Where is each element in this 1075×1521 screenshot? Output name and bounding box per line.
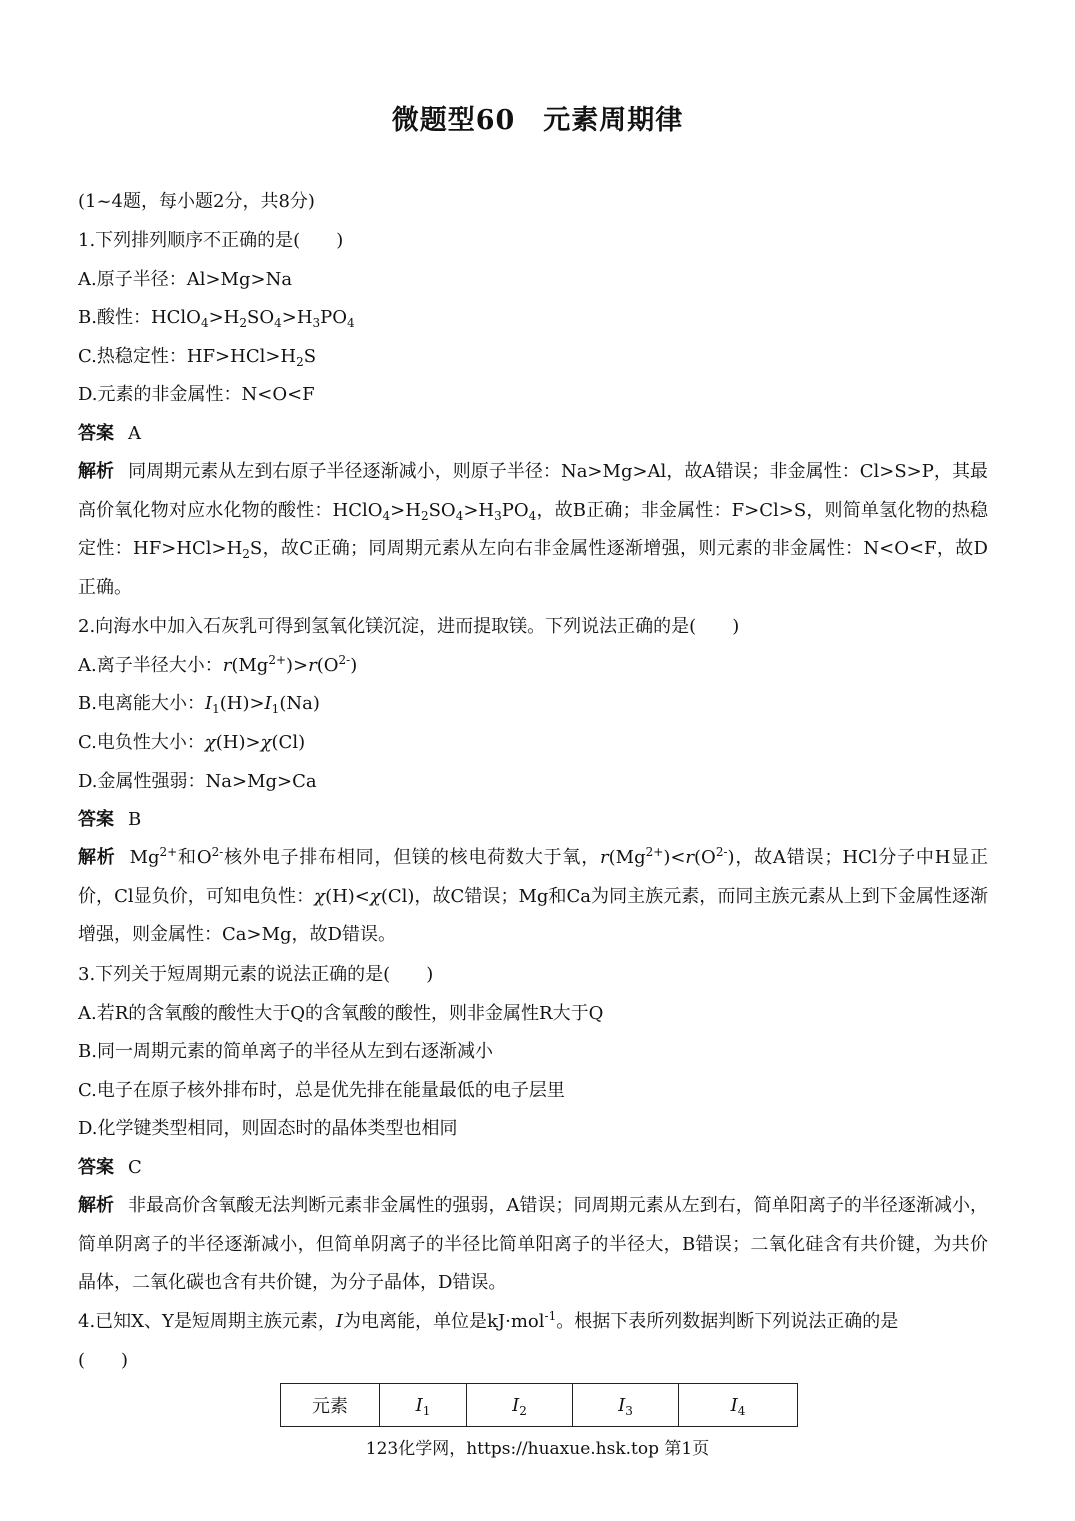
q2-analysis: 解析 $Mg^{2+}$和$O^{2-}$核外电子排布相同，但镁的核电荷数大于氧，$r(Mg^{2+})<r(O^{2-})$，故A错误；HCl分子中H显正价，Cl显负价，可知电负性：χ(H)<χ(Cl)，故C错误；Mg和Ca为同主族元素，而同主族元素从上到下金属性逐渐增强，则金属性：Ca>Mg，故D错误。 xyxy=(78,845,989,946)
q3-answer: 答案 C xyxy=(78,1157,142,1178)
table-header-element: 元素 xyxy=(281,1384,380,1427)
page-title: 微题型60 元素周期律 xyxy=(391,105,684,136)
table-header-i3: $I_3$ xyxy=(573,1384,679,1427)
q3-stem: 3.下列关于短周期元素的说法正确的是( ) xyxy=(78,964,434,985)
q2-answer: 答案 B xyxy=(78,809,142,830)
q1-answer: 答案 A xyxy=(78,423,141,444)
q2-option-b: B.电离能大小：$I_1(H)>I_1(Na)$ xyxy=(78,693,320,716)
ionization-energy-table xyxy=(280,1383,798,1427)
q3-option-d: D.化学键类型相同，则固态时的晶体类型也相同 xyxy=(78,1118,458,1139)
table-header-i4: $I_4$ xyxy=(679,1384,798,1427)
q2-option-c: C.电负性大小：χ(H)>χ(Cl) xyxy=(78,732,306,753)
q1-option-b: B.酸性：$HClO_4>H_2SO_4>H_3PO_4$ xyxy=(78,307,355,330)
q1-option-d: D.元素的非金属性：N<O<F xyxy=(78,384,315,405)
q3-option-a: A.若R的含氧酸的酸性大于Q的含氧酸的酸性，则非金属性R大于Q xyxy=(78,1003,604,1024)
q2-option-d: D.金属性强弱：Na>Mg>Ca xyxy=(78,771,317,792)
table-header-row xyxy=(281,1384,798,1427)
table-header-i2: $I_2$ xyxy=(467,1384,573,1427)
q1-option-a: A.原子半径：Al>Mg>Na xyxy=(78,269,293,290)
q4-stem: 4.已知X、Y是短周期主族元素，I为电离能，单位是kJ·mol$^{-1}$。根据下表所列数据判断下列说法正确的是 xyxy=(78,1309,899,1332)
q2-option-a: A.离子半径大小：$r(Mg^{2+})>r(O^{2-})$ xyxy=(78,653,358,676)
q3-option-b: B.同一周期元素的简单离子的半径从左到右逐渐减小 xyxy=(78,1041,493,1062)
q1-option-c: C.热稳定性：$HF>HCl>H_2S$ xyxy=(78,346,317,369)
q1-analysis: 解析 同周期元素从左到右原子半径逐渐减小，则原子半径：Na>Mg>Al，故A错误；非金属性：Cl>S>P，其最高价氧化物对应水化物的酸性：$HClO_4>H_2SO_4>H_3PO_4$，故B正确；非金属性：F>Cl>S，则简单氢化物的热稳定性：$HF>HCl>H_2S$，故C正确；同周期元素从左向右非金属性逐渐增强，则元素的非金属性：N<O<F，故D正确。 xyxy=(78,461,988,598)
q3-option-c: C.电子在原子核外排布时，总是优先排在能量最低的电子层里 xyxy=(78,1080,565,1101)
q4-stem-bracket: ( ) xyxy=(78,1350,129,1371)
page-footer: 123化学网，https://huaxue.hsk.top 第1页 xyxy=(365,1439,710,1459)
q3-analysis: 解析 非最高价含氧酸无法判断元素非金属性的强弱，A错误；同周期元素从左到右，简单阳离子的半径逐渐减小，简单阴离子的半径逐渐减小，但简单阴离子的半径比简单阳离子的半径大，B错误；二氧化硅含有共价键，为共价晶体，二氧化碳也含有共价键，为分子晶体，D错误。 xyxy=(78,1195,989,1294)
q2-stem: 2.向海水中加入石灰乳可得到氢氧化镁沉淀，进而提取镁。下列说法正确的是( ) xyxy=(78,616,740,637)
q1-stem: 1.下列排列顺序不正确的是( ) xyxy=(78,230,344,251)
table-header-i1: $I_1$ xyxy=(380,1384,467,1427)
intro-note: (1~4题，每小题2分，共8分) xyxy=(78,191,315,212)
